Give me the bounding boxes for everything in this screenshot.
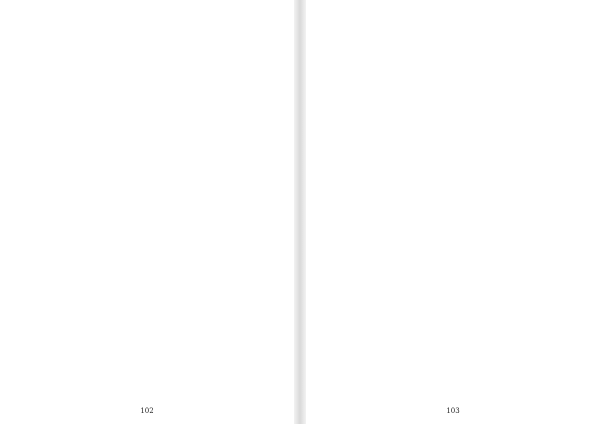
numbered-list bbox=[318, 120, 544, 154]
text-line bbox=[54, 178, 284, 186]
text-line bbox=[318, 344, 544, 352]
text-line bbox=[54, 186, 284, 194]
text-line bbox=[102, 141, 284, 149]
text-line bbox=[54, 265, 284, 273]
text-line bbox=[318, 336, 544, 344]
text-line bbox=[54, 20, 284, 28]
paragraph bbox=[318, 325, 544, 333]
text-line bbox=[54, 12, 284, 20]
text-line bbox=[54, 212, 284, 220]
text-line bbox=[318, 89, 544, 97]
list-item bbox=[318, 128, 544, 136]
text-line bbox=[318, 204, 544, 212]
text-line bbox=[54, 299, 284, 307]
paragraph bbox=[318, 100, 544, 117]
paragraph bbox=[318, 193, 544, 201]
text-line bbox=[54, 335, 284, 343]
text-line bbox=[54, 282, 284, 290]
paragraph bbox=[318, 204, 544, 321]
verse-block bbox=[102, 141, 284, 175]
text-line bbox=[318, 173, 544, 181]
paragraph bbox=[318, 156, 544, 190]
text-line bbox=[54, 343, 284, 351]
text-line bbox=[102, 167, 284, 175]
text-line bbox=[54, 228, 284, 236]
text-line bbox=[318, 108, 544, 116]
text-line bbox=[54, 74, 284, 82]
text-line bbox=[318, 288, 544, 296]
text-line bbox=[54, 65, 284, 73]
text-line bbox=[54, 85, 284, 93]
right-page bbox=[306, 0, 600, 424]
text-line bbox=[54, 130, 284, 138]
text-line bbox=[54, 195, 284, 203]
text-line bbox=[54, 290, 284, 298]
text-line bbox=[318, 18, 544, 26]
left-page bbox=[0, 0, 294, 424]
text-line bbox=[54, 248, 284, 256]
left-page-number: 102 bbox=[140, 407, 154, 415]
text-line bbox=[318, 238, 544, 246]
book-gutter bbox=[294, 0, 306, 424]
text-line bbox=[318, 305, 544, 313]
text-line bbox=[54, 327, 284, 335]
text-line bbox=[54, 122, 284, 130]
text-line bbox=[318, 10, 544, 18]
text-line bbox=[318, 47, 544, 55]
text-line bbox=[318, 100, 544, 108]
text-line bbox=[54, 237, 284, 245]
text-line bbox=[318, 297, 544, 305]
text-line bbox=[318, 27, 544, 35]
text-line bbox=[54, 49, 284, 57]
text-line bbox=[318, 35, 544, 43]
text-line bbox=[318, 72, 544, 80]
text-line bbox=[54, 29, 284, 37]
text-line bbox=[318, 325, 544, 333]
left-page-body bbox=[54, 12, 284, 352]
paragraph bbox=[318, 10, 544, 44]
text-line bbox=[318, 63, 544, 71]
text-line bbox=[318, 213, 544, 221]
text-line bbox=[54, 102, 284, 110]
paragraph bbox=[318, 336, 544, 353]
paragraph bbox=[54, 85, 284, 119]
right-page-number: 103 bbox=[446, 407, 460, 415]
text-line bbox=[102, 158, 284, 166]
text-line bbox=[318, 263, 544, 271]
paragraph bbox=[54, 178, 284, 245]
text-line bbox=[318, 181, 544, 189]
right-page-body bbox=[318, 10, 544, 353]
text-line bbox=[54, 57, 284, 65]
text-line bbox=[318, 55, 544, 63]
list-item bbox=[318, 120, 544, 128]
paragraph bbox=[54, 12, 284, 37]
list-item bbox=[318, 136, 544, 144]
text-line bbox=[318, 255, 544, 263]
text-line bbox=[318, 221, 544, 229]
text-line bbox=[54, 110, 284, 118]
text-line bbox=[54, 40, 284, 48]
text-line bbox=[318, 156, 544, 164]
text-line bbox=[318, 193, 544, 201]
text-line bbox=[54, 220, 284, 228]
text-line bbox=[318, 271, 544, 279]
text-line bbox=[54, 315, 284, 323]
text-line bbox=[318, 229, 544, 237]
text-line bbox=[318, 313, 544, 321]
text-line bbox=[318, 80, 544, 88]
text-line bbox=[54, 257, 284, 265]
text-line bbox=[318, 246, 544, 254]
text-line bbox=[318, 280, 544, 288]
paragraph bbox=[54, 327, 284, 352]
text-line bbox=[54, 307, 284, 315]
list-item bbox=[318, 145, 544, 153]
paragraph bbox=[54, 248, 284, 324]
paragraph bbox=[318, 47, 544, 97]
text-line bbox=[102, 150, 284, 158]
text-line bbox=[54, 273, 284, 281]
paragraph bbox=[54, 122, 284, 139]
text-line bbox=[54, 203, 284, 211]
text-line bbox=[318, 165, 544, 173]
paragraph bbox=[54, 40, 284, 82]
text-line bbox=[54, 94, 284, 102]
